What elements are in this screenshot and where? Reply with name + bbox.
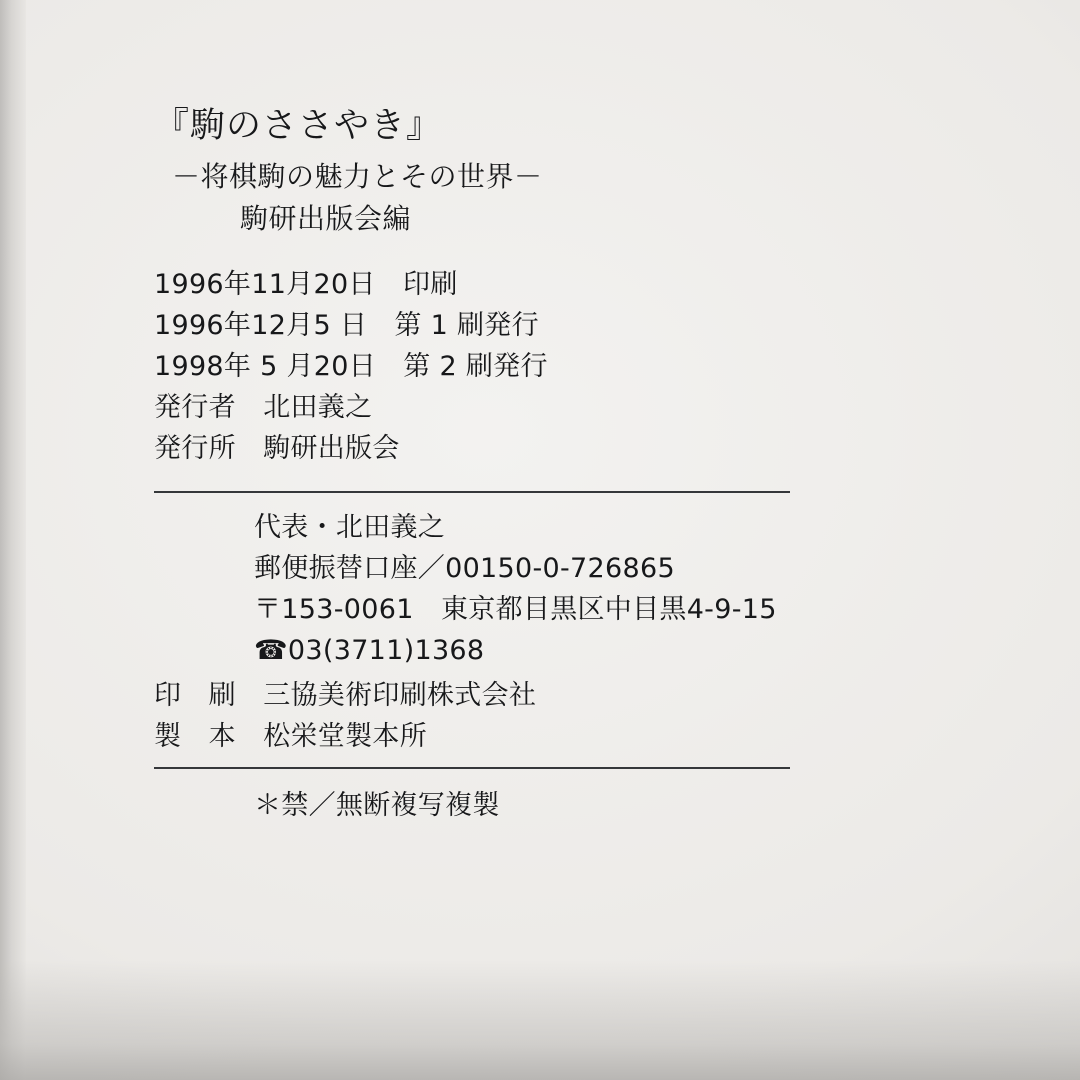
book-subtitle: －将棋駒の魅力とその世界－ bbox=[172, 159, 543, 193]
contact-address: 〒153-0061 東京都目黒区中目黒4-9-15 bbox=[254, 593, 777, 625]
publisher-person-line: 発行者 北田義之 bbox=[154, 391, 373, 423]
copyright-notice: ＊禁／無断複写複製 bbox=[254, 789, 500, 821]
imprint-line: 1996年11月20日 印刷 bbox=[154, 268, 458, 300]
imprint-line: 1998年 5 月20日 第 2 刷発行 bbox=[154, 350, 548, 382]
contact-phone: ☎03(3711)1368 bbox=[254, 634, 485, 666]
binding-line: 製 本 松栄堂製本所 bbox=[154, 720, 427, 752]
book-title: 『駒のささやき』 bbox=[154, 106, 443, 146]
contact-representative: 代表・北田義之 bbox=[254, 511, 446, 543]
imprint-list bbox=[154, 264, 850, 469]
colophon-block bbox=[150, 105, 850, 822]
contact-postal-account: 郵便振替口座／00150-0-726865 bbox=[254, 552, 675, 584]
printing-line: 印 刷 三協美術印刷株式会社 bbox=[154, 679, 537, 711]
divider-lower bbox=[154, 767, 790, 769]
imprint-line: 1996年12月5 日 第 1 刷発行 bbox=[154, 309, 539, 341]
contact-list bbox=[254, 507, 850, 671]
production-list bbox=[154, 675, 850, 757]
publisher-house-line: 発行所 駒研出版会 bbox=[154, 432, 400, 464]
divider-upper bbox=[154, 491, 790, 493]
book-editor: 駒研出版会編 bbox=[240, 202, 412, 236]
